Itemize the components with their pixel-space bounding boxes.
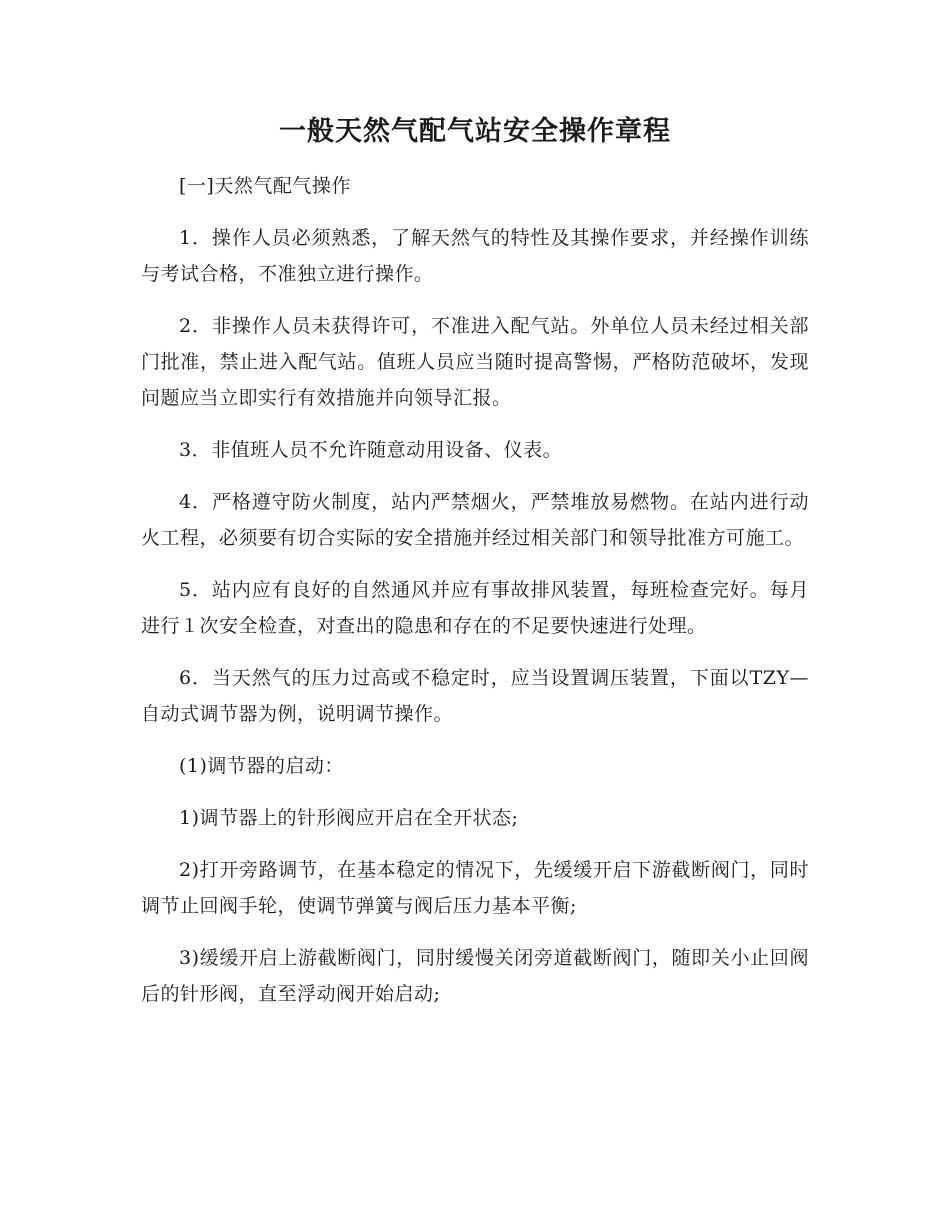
section-heading: [一]天然气配气操作 — [179, 175, 351, 197]
paragraph-item-2: 2．非操作人员未获得许可，不准进入配气站。外单位人员未经过相关部门批准，禁止进入配气站。值班人员应当随时提高警惕，严格防范破坏，发现问题应当立即实行有效措施并向领导汇报。 — [141, 315, 809, 409]
step-item-2: 2)打开旁路调节，在基本稳定的情况下，先缓缓开启下游截断阀门，同时调节止回阀手轮，使调节弹簧与阀后压力基本平衡; — [141, 859, 809, 917]
subsection-heading: (1)调节器的启动： — [179, 755, 344, 777]
document-body — [141, 168, 809, 1028]
paragraph-item-5: 5．站内应有良好的自然通风并应有事故排风装置，每班检查完好。每月进行１次安全检查，对查出的隐患和存在的不足要快速进行处理。 — [141, 579, 809, 637]
paragraph-item-3: 3．非值班人员不允许随意动用设备、仪表。 — [179, 439, 563, 461]
paragraph-item-4: 4．严格遵守防火制度，站内严禁烟火，严禁堆放易燃物。在站内进行动火工程，必须要有切合实际的安全措施并经过相关部门和领导批准方可施工。 — [141, 491, 809, 549]
paragraph-item-1: 1．操作人员必须熟悉，了解天然气的特性及其操作要求，并经操作训练与考试合格，不准独立进行操作。 — [141, 227, 809, 285]
step-item-1: 1)调节器上的针形阀应开启在全开状态; — [179, 807, 519, 829]
paragraph-item-6: 6．当天然气的压力过高或不稳定时，应当设置调压装置，下面以TZY—自动式调节器为例，说明调节操作。 — [141, 667, 809, 725]
step-item-3: 3)缓缓开启上游截断阀门，同肘缓慢关闭旁道截断阀门，随即关小止回阀后的针形阀，直至浮动阀开始启动; — [141, 947, 809, 1005]
document-title: 一般天然气配气站安全操作章程 — [279, 116, 671, 147]
